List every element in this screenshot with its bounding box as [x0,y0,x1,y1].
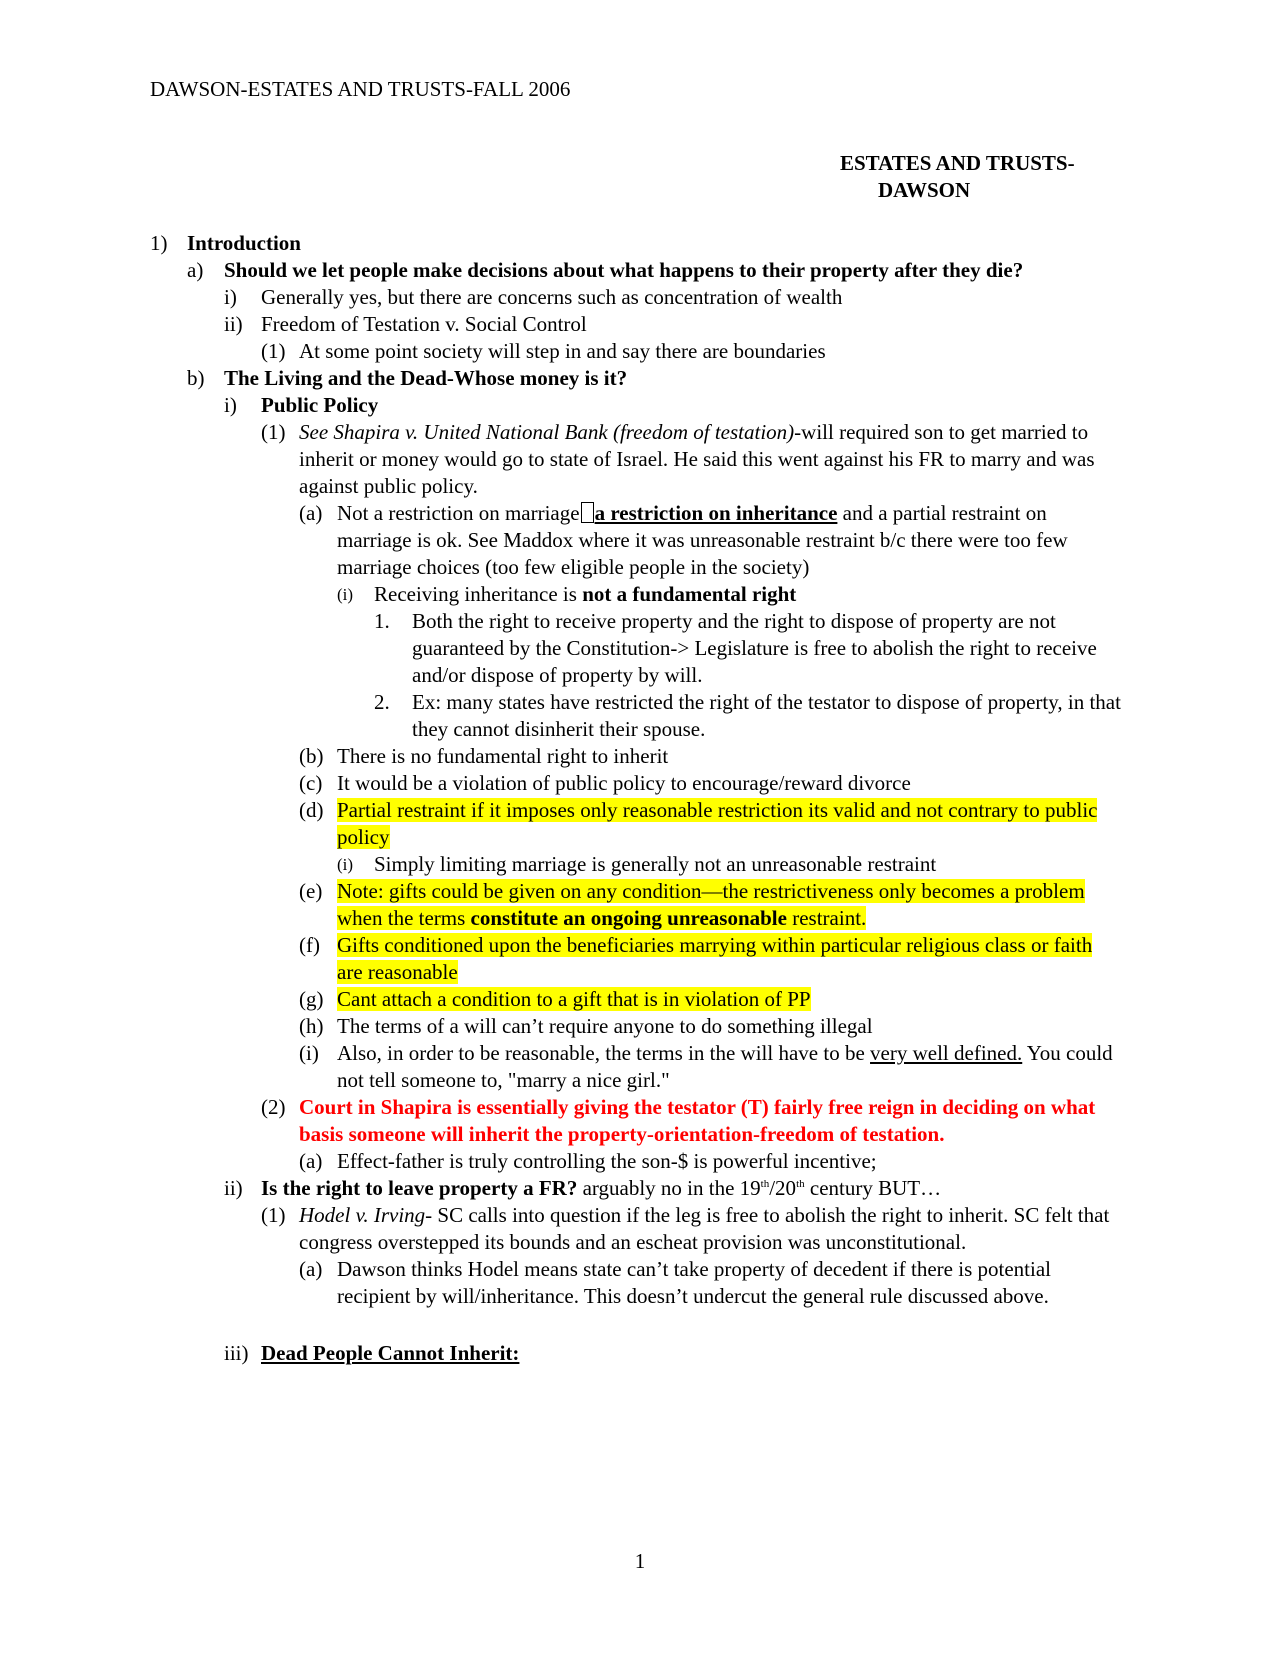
outline-heading: Introduction [187,231,301,255]
outline-item [0,1013,1280,1040]
outline-label: 2. [374,690,390,714]
outline-text: Effect-father is truly controlling the son-$ is powerful incentive; [337,1149,877,1173]
outline-label: (i) [299,1041,319,1065]
outline-text-pre: Also, in order to be reasonable, the terms in the will have to be [337,1041,871,1065]
outline-item [0,851,1280,878]
outline-label: ii) [224,312,243,336]
outline-text [337,797,1122,851]
document-title [840,150,1110,204]
outline-label: a) [187,258,204,282]
outline-item [0,419,1280,500]
outline-item [0,770,1280,797]
outline-item [0,1040,1280,1094]
outline-label: (g) [299,987,324,1011]
outline-text: Simply limiting marriage is generally not an unreasonable restraint [374,852,937,876]
outline-text [337,986,1122,1013]
outline-label: 1) [150,231,168,255]
outline-text [337,932,1122,986]
outline-text-rest: -will required son to get married to inherit or money would go to state of Israel. He said this went against his FR to marry and was against public policy. [299,420,1095,498]
outline-text: Both the right to receive property and the right to dispose of property are not guaranteed by the Constitution-> Legislature is free to abolish the right to receive and/or dispose of property by will. [412,609,1097,687]
outline-text [337,500,1122,581]
outline-text-pre: Receiving inheritance is [374,582,583,606]
highlighted-text: Cant attach a condition to a gift that is in violation of PP [337,987,811,1011]
outline-item [0,1148,1280,1175]
outline-text-post: century BUT… [804,1176,942,1200]
outline-text [337,878,1122,932]
outline-item [0,932,1280,986]
outline-text: It would be a violation of public policy to encourage/reward divorce [337,771,911,795]
outline-text: The terms of a will can’t require anyone to do something illegal [337,1014,873,1038]
outline-text [374,581,1194,608]
outline-text: Dawson thinks Hodel means state can’t take property of decedent if there is potential recipient by will/inheritance. This doesn’t undercut the general rule discussed above. [337,1257,1051,1308]
running-header: DAWSON-ESTATES AND TRUSTS-FALL 2006 [150,77,571,101]
outline-item [0,338,1280,365]
outline-item [0,689,1280,743]
outline-label: ii) [224,1176,243,1200]
outline-text-pre: arguably no in the 19 [577,1176,761,1200]
outline-label: i) [224,285,237,309]
outline-text-pre: Not a restriction on marriage [337,501,580,525]
outline-heading: The Living and the Dead-Whose money is it? [224,366,628,390]
case-citation: Hodel v. Irving [299,1203,426,1227]
outline-label: (2) [261,1095,286,1119]
outline-item [0,500,1280,581]
outline-text-post: and a partial restraint on marriage is ok. See Maddox where it was unreasonable restraint b/c there were too few marriage choices (too few eligible people in the society) [337,501,1068,579]
outline-label: (b) [299,744,324,768]
outline-label: (h) [299,1014,324,1038]
outline-heading: Dead People Cannot Inherit: [261,1341,520,1365]
outline-item [0,878,1280,932]
outline-heading: Public Policy [261,393,379,417]
outline-text [337,1040,1122,1094]
emphasis-text: Is the right to leave property a FR? [261,1176,578,1200]
outline-label: (1) [261,339,286,363]
outline-item [0,1175,1280,1202]
emphasis-text: not a fundamental right [582,582,797,606]
outline-item [0,608,1280,689]
highlighted-text: restraint. [786,906,867,930]
outline-item [0,257,1280,284]
superscript: th [760,1178,770,1190]
outline-item [0,284,1280,311]
outline-label: 1. [374,609,390,633]
outline-item [0,1340,1280,1367]
outline-label: (d) [299,798,324,822]
outline-text [261,1175,1280,1202]
outline-item [0,743,1280,770]
outline-label: (i) [337,855,354,874]
outline-item [0,986,1280,1013]
outline-item [0,1094,1280,1148]
outline-item [0,797,1280,851]
outline-text: Ex: many states have restricted the right of the testator to dispose of property, in that they cannot disinherit their spouse. [412,690,1121,741]
highlighted-text: Gifts conditioned upon the beneficiaries marrying within particular religious class or faith are reasonable [337,933,1093,984]
title-line-1: ESTATES AND TRUSTS- [840,151,1075,175]
outline-item [0,392,1280,419]
outline-label: (a) [299,1149,323,1173]
case-citation: See Shapira v. United National Bank (freedom of testation) [299,420,795,444]
outline-item [0,1256,1280,1310]
outline-label: (i) [337,585,354,604]
highlighted-text: Partial restraint if it imposes only reasonable restriction its valid and not contrary to public policy [337,798,1098,849]
title-line-2: DAWSON [878,178,971,202]
outline-label: (1) [261,420,286,444]
outline-label: (f) [299,933,320,957]
emphasis-text: a restriction on inheritance [594,501,838,525]
outline-text: There is no fundamental right to inherit [337,744,669,768]
outline-label: (a) [299,501,323,525]
outline-item [0,311,1280,338]
superscript: th [796,1178,805,1190]
outline-text: Generally yes, but there are concerns such as concentration of wealth [261,285,843,309]
outline-label: iii) [224,1341,249,1365]
outline-item [0,1202,1280,1256]
outline-label: (1) [261,1203,286,1227]
outline-text: At some point society will step in and say there are boundaries [299,339,826,363]
outline-text-post: You could not tell someone to, "marry a nice girl." [337,1041,1113,1092]
outline-text [299,419,1119,500]
outline-item [0,365,1280,392]
spacer [0,1310,1280,1340]
outline-label: (a) [299,1257,323,1281]
outline-heading: Should we let people make decisions about what happens to their property after they die? [224,258,1024,282]
page-number: 1 [634,1549,646,1573]
outline-body [0,230,1280,1367]
outline-item [0,230,1280,257]
highlighted-emphasis: constitute an ongoing unreasonable [470,906,787,930]
outline-label: (c) [299,771,323,795]
outline-label: (e) [299,879,323,903]
underlined-text: very well defined. [870,1041,1023,1065]
outline-text: Freedom of Testation v. Social Control [261,312,587,336]
missing-glyph-icon [581,502,594,523]
outline-item [0,581,1280,608]
outline-label: i) [224,393,237,417]
outline-text-rest: - SC calls into question if the leg is free to abolish the right to inherit. SC felt that congress overstepped its bounds and an escheat provision was unconstitutional. [299,1203,1110,1254]
highlighted-text: Note: gifts could be given on any condition—the restrictiveness only becomes a problem when the terms [337,879,1085,930]
outline-text-mid: /20 [769,1176,797,1200]
red-emphasis-text: Court in Shapira is essentially giving the testator (T) fairly free reign in deciding on what basis someone will inherit the property-orientation-freedom of testation. [299,1095,1096,1146]
outline-text [299,1202,1119,1256]
outline-label: b) [187,366,205,390]
